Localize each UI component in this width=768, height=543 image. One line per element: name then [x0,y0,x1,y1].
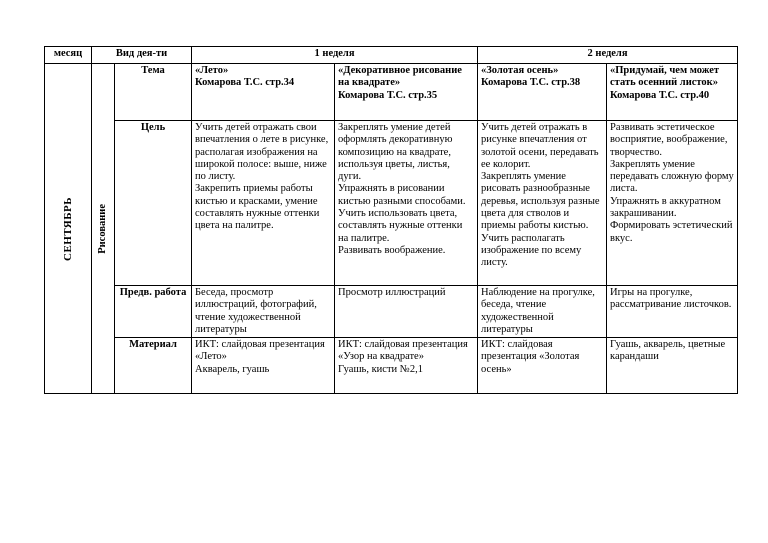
prep-week2-a: Наблюдение на прогулке, беседа, чтение художественной литературы [478,286,607,338]
material-row [45,338,738,394]
prep-week1-b: Просмотр иллюстраций [335,286,478,338]
topic-week1-b: «Декоративное рисование на квадрате» Комарова Т.С. стр.35 [335,64,478,121]
material-week2-a: ИКТ: слайдовая презентация «Золотая осень» [478,338,607,394]
material-week2-b: Гуашь, акварель, цветные карандаши [607,338,738,394]
lesson-plan-table [44,46,738,394]
activity-header: Вид дея-ти [92,47,192,64]
topic-week2-b: «Придумай, чем может стать осенний листок» Комарова Т.С. стр.40 [607,64,738,121]
topic-label: Тема [115,64,192,121]
goal-week1-a: Учить детей отражать свои впечатления о лете в рисунке, располагая изображения на широкой полосе: выше, ниже по листу. Закрепить приемы работы кистью и красками, умение составлять нужные оттенки цвета на палитре. [192,121,335,286]
material-label: Материал [115,338,192,394]
goal-label: Цель [115,121,192,286]
week1-header: 1 неделя [192,47,478,64]
activity-name: Рисование [96,203,108,254]
prep-row [45,286,738,338]
material-week1-b: ИКТ: слайдовая презентация «Узор на квадрате» Гуашь, кисти №2,1 [335,338,478,394]
goal-week2-a: Учить детей отражать в рисунке впечатления от золотой осени, передавать ее колорит. Закреплять умение рисовать разнообразные деревья, используя разные цвета для стволов и приемы работы кистью. Учить располагать изображение по всему листу. [478,121,607,286]
goal-week1-b: Закреплять умение детей оформлять декоративную композицию на квадрате, используя цветы, листья, дуги. Упражнять в рисовании кистью разными способами. Учить использовать цвета, составлять нужные оттенки на палитре. Развивать воображение. [335,121,478,286]
prep-week2-b: Игры на прогулке, рассматривание листочков. [607,286,738,338]
prep-week1-a: Беседа, просмотр иллюстраций, фотографий, чтение художественной литературы [192,286,335,338]
header-row [45,47,738,64]
month-name: СЕНТЯБРЬ [61,196,74,261]
goal-week2-b: Развивать эстетическое восприятие, воображение, творчество. Закреплять умение передавать сложную форму листа. Упражнять в аккуратном закрашивании. Формировать эстетический вкус. [607,121,738,286]
topic-row [45,64,738,121]
month-header: месяц [45,47,92,64]
material-week1-a: ИКТ: слайдовая презентация «Лето» Акварель, гуашь [192,338,335,394]
prep-label: Предв. работа [115,286,192,338]
topic-week2-a: «Золотая осень» Комарова Т.С. стр.38 [478,64,607,121]
topic-week1-a: «Лето» Комарова Т.С. стр.34 [192,64,335,121]
activity-cell [92,64,115,394]
month-cell [45,64,92,394]
week2-header: 2 неделя [478,47,738,64]
goal-row [45,121,738,286]
